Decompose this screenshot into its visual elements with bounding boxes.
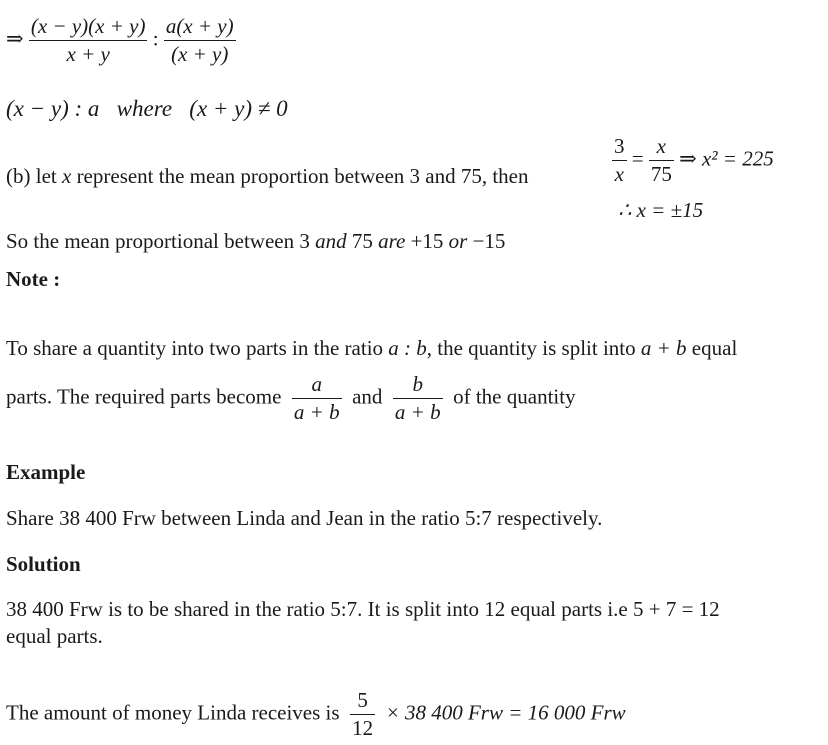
x-squared-result: ⇒ x² = 225	[679, 146, 774, 171]
part-b-text	[6, 164, 529, 189]
note-line2-pre: parts. The required parts become	[6, 384, 282, 409]
solution-heading: Solution	[6, 552, 81, 576]
implies-arrow: ⇒	[6, 26, 24, 51]
conclusion-75: 75	[351, 229, 373, 253]
mean-proportional-conclusion	[6, 229, 505, 254]
note-heading: Note :	[6, 267, 61, 291]
part-b-text-post: represent the mean proportion between 3 and 75, then	[71, 164, 529, 188]
note-line1-pre: To share a quantity into two parts in the ratio	[6, 336, 389, 360]
fraction-b-numerator: b	[393, 372, 443, 399]
where-word: where	[116, 96, 173, 121]
note-line1-post: equal	[686, 336, 738, 360]
note-ratio: a : b	[388, 336, 427, 360]
solution-line-2: equal parts.	[6, 624, 103, 648]
example-text: Share 38 400 Frw between Linda and Jean in the ratio 5:7 respectively.	[6, 506, 603, 530]
conclusion-minus15: −15	[472, 229, 506, 253]
fraction-1	[29, 14, 148, 67]
conclusion-or: or	[443, 229, 473, 253]
note-sum: a + b	[640, 336, 687, 360]
fraction-5-over-12	[350, 688, 375, 741]
conclusion-and: and	[309, 229, 352, 253]
fraction-12-denominator: 12	[352, 716, 374, 741]
fraction-a-denominator: a + b	[293, 400, 340, 425]
therefore-line: ∴ x = ±15	[618, 198, 704, 222]
fraction-3-denominator: x	[614, 162, 624, 187]
part-b-equation	[612, 134, 774, 187]
simplified-ratio-line	[6, 95, 288, 123]
fraction-x-over-75	[649, 134, 674, 187]
fraction-b-denominator: a + b	[394, 400, 441, 425]
conclusion-text: So the mean proportional between 3	[6, 229, 310, 253]
conclusion-plus15: +15	[410, 229, 444, 253]
fraction-a-over-sum	[292, 372, 342, 425]
linda-calculation: × 38 400 Frw = 16 000 Frw	[385, 700, 626, 725]
example-heading: Example	[6, 460, 86, 484]
fraction-5-numerator: 5	[350, 688, 375, 715]
fraction-x-numerator: x	[649, 134, 674, 161]
note-and: and	[352, 384, 383, 409]
fraction-b-over-sum	[393, 372, 443, 425]
fraction-1-numerator: (x − y)(x + y)	[29, 14, 148, 41]
fraction-x-denominator: 75	[650, 162, 672, 187]
linda-amount-line	[6, 688, 626, 741]
part-b-var: x	[61, 164, 72, 188]
conclusion-are: are	[372, 229, 411, 253]
fraction-2	[164, 14, 236, 67]
note-line-1	[6, 336, 737, 361]
note-line1-mid: , the quantity is split into	[426, 336, 641, 360]
fraction-3-over-x	[612, 134, 627, 187]
linda-text: The amount of money Linda receives is	[6, 700, 340, 725]
solution-line-1: 38 400 Frw is to be shared in the ratio 5:7. It is split into 12 equal parts i.e 5 + 7 = 12	[6, 597, 720, 621]
fraction-2-denominator: (x + y)	[171, 42, 229, 67]
fraction-3-numerator: 3	[612, 134, 627, 161]
part-b-text-pre: (b) let	[6, 164, 62, 188]
fraction-a-numerator: a	[292, 372, 342, 399]
fraction-2-numerator: a(x + y)	[164, 14, 236, 41]
ratio-colon: :	[152, 26, 159, 51]
condition: (x + y) ≠ 0	[189, 96, 288, 121]
note-line-2	[6, 372, 576, 425]
ratio-simplification-line	[6, 14, 236, 67]
simplified-ratio: (x − y) : a	[6, 96, 100, 121]
fraction-1-denominator: x + y	[66, 42, 110, 67]
note-line2-post: of the quantity	[453, 384, 576, 409]
equals-sign: =	[631, 146, 644, 171]
